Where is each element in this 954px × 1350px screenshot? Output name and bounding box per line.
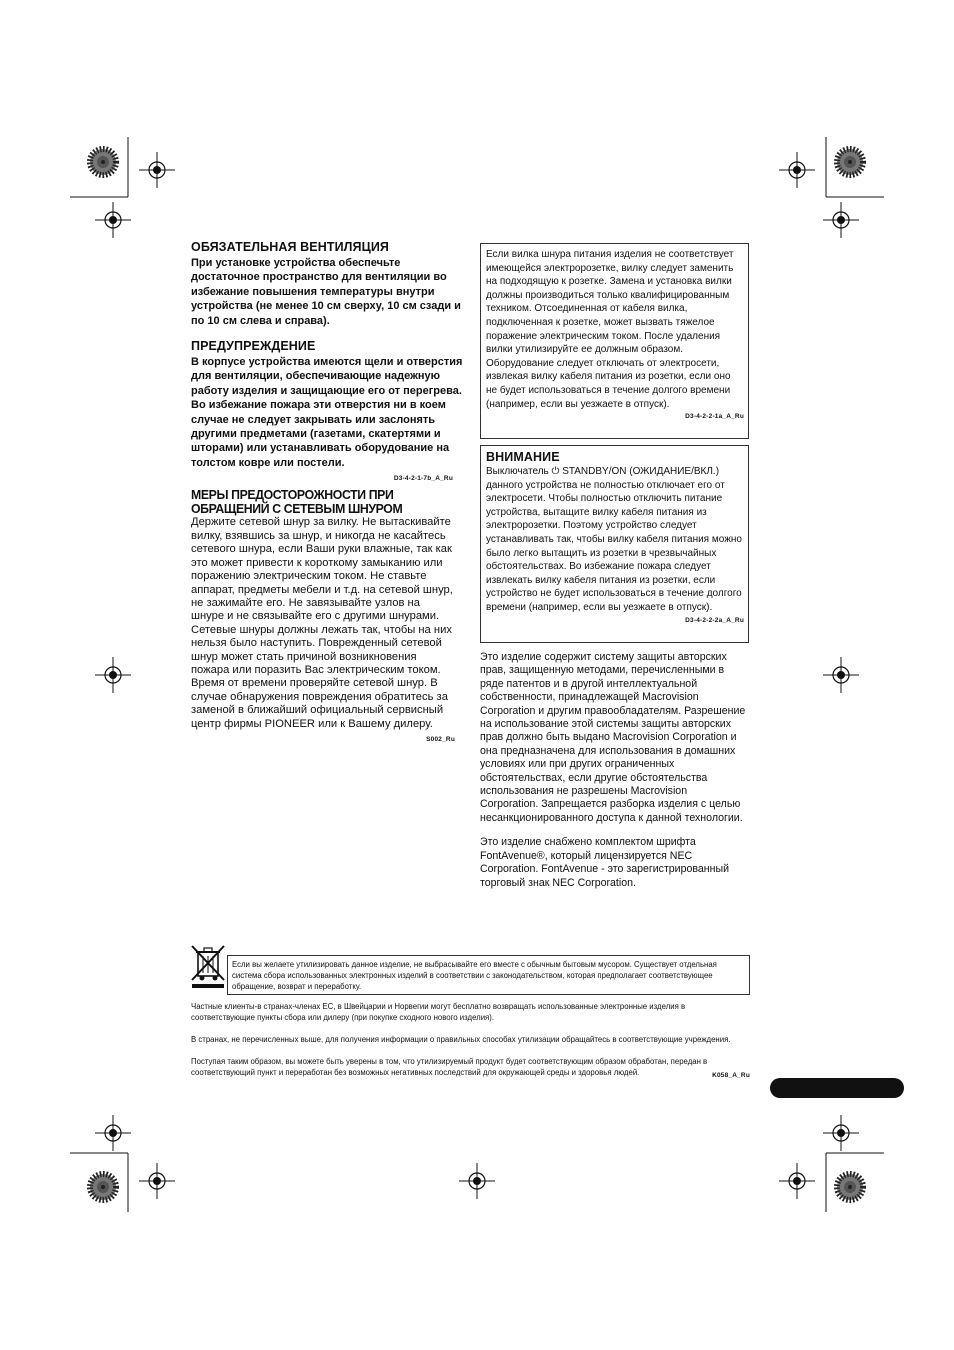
right-column-text xyxy=(480,651,748,890)
caution-box xyxy=(480,445,749,643)
caution-text: Выключатель ⏻ STANDBY/ON (ОЖИДАНИЕ/ВКЛ.) данного устройства не полностью отключает его от электросети. Чтобы полностью отключить питание устройства, вытащите вилку кабеля питания из электророзетки. Поэтому устройство следует устанавливать так, чтобы вилку кабеля питания можно было легко вытащить из розетки в чрезвычайных обстоятельствах. Во избежание пожара следует извлекать вилку кабеля питания из розетки, если устройство не будет использоваться в течение долгого времени (например, если вы уезжаете в отпуск). xyxy=(486,466,742,613)
registration-sunburst-icon xyxy=(90,149,116,175)
warning-code: D3-4-2-1-7b_A_Ru xyxy=(393,475,453,483)
warning-title: ПРЕДУПРЕЖДЕНИЕ xyxy=(191,339,316,354)
registration-target-icon xyxy=(95,1115,131,1151)
caution-title: ВНИМАНИЕ xyxy=(486,450,560,464)
left-column xyxy=(191,240,463,743)
disposal-code: K058_A_Ru xyxy=(712,1072,750,1079)
disposal-paragraph-other: В странах, не перечисленных выше, для получения информации о правильных способах утилизации обращайтесь в соответствующие учреждения. xyxy=(191,1035,731,1044)
disposal-paragraphs xyxy=(191,1001,750,1079)
registration-target-icon xyxy=(823,202,859,238)
registration-target-icon xyxy=(459,1163,495,1199)
registration-target-icon xyxy=(823,1115,859,1151)
disposal-notice-box xyxy=(227,955,750,995)
page-thumb-tab xyxy=(770,1078,904,1098)
registration-target-icon xyxy=(779,152,815,188)
cord-code: S002_Ru xyxy=(426,735,455,743)
plug-notice-text: Если вилка шнура питания изделия не соответствует имеющейся электророзетке, вилку следует заменить на подходящую к розетке. Замена и установка вилки должны производиться только квалифицированным техником. Отсоединенная от кабеля вилка, подключенная к розетке, может вызвать тяжелое поражение электрическим током. После удаления вилки утилизируйте ее должным образом. Оборудование следует отключать от электросети, извлекая вилку кабеля питания из розетки, если оно не будет использоваться в течение долгого времени (например, если вы уезжаете в отпуск). xyxy=(486,249,734,410)
registration-target-icon xyxy=(779,1163,815,1199)
registration-target-icon xyxy=(95,202,131,238)
caution-code: D3-4-2-2-2a_A_Ru xyxy=(685,616,744,624)
crossed-out-wheelie-bin-icon xyxy=(189,944,227,990)
registration-target-icon xyxy=(95,657,131,693)
registration-sunburst-icon xyxy=(90,1174,116,1200)
registration-sunburst-icon xyxy=(837,149,863,175)
plug-notice-code: D3-4-2-2-1a_A_Ru xyxy=(685,413,744,421)
registration-target-icon xyxy=(139,152,175,188)
ventilation-text: При установке устройства обеспечьте достаточное пространство для вентиляции во избежание повышения температуры внутри устройства (не менее 10 см сверху, 10 см сзади и по 10 см слева и справа). xyxy=(191,257,461,327)
registration-target-icon xyxy=(139,1163,175,1199)
plug-notice-box xyxy=(480,243,749,439)
fontavenue-text: Это изделие снабжено комплектом шрифта FontAvenue®, который лицензируется NEC Corporation. FontAvenue - это зарегистрированный торговый знак NEC Corporation. xyxy=(480,836,730,889)
registration-sunburst-icon xyxy=(837,1174,863,1200)
disposal-paragraph-result: Поступая таким образом, вы можете быть уверены в том, что утилизируемый продукт будет соответствующим образом обработан, передан в соответствующий пункт и переработан без возможных негативных последствий для окружающей среды и здоровья людей. xyxy=(191,1057,708,1077)
ventilation-title: ОБЯЗАТЕЛЬНАЯ ВЕНТИЛЯЦИЯ xyxy=(191,240,390,254)
macrovision-text: Это изделие содержит систему защиты авторских прав, защищенную методами, перечисленными в ряде патентов и в другой интеллектуальной собственности, принадлежащей Macrovision Corporation и другим правообладателям. Разрешение на использование этой системы защиты авторских прав должно быть выдано Macrovision Corporation и она предназначена для использования в домашних условиях или при других ограниченных обстоятельствах, если другие обстоятельства использования не разрешены Macrovision Corporation. Запрещается разборка изделия с целью несанкционированного доступа к данной технологии. xyxy=(480,651,746,824)
cord-title: МЕРЫ ПРЕДОСТОРОЖНОСТИ ПРИ ОБРАЩЕНИЙ С СЕТЕВЫМ ШНУРОМ xyxy=(191,487,403,516)
warning-text: В корпусе устройства имеются щели и отверстия для вентиляции, обеспечивающие надежную работу изделия и защищающие его от перегрева. Во избежание пожара эти отверстия ни в коем случае не следует закрывать или заслонять другими предметами (газетами, скатертями и шторами) или устанавливать оборудование на толстом ковре или постели. xyxy=(191,356,463,469)
registration-target-icon xyxy=(823,657,859,693)
disposal-box-text: Если вы желаете утилизировать данное изделие, не выбрасывайте его вместе с обычным бытовым мусором. Существует отдельная система сбора использованных электронных изделий в соответствии с законодательством, которая предполагает соответствующее обращение, возврат и переработку. xyxy=(232,960,717,991)
cord-text: Держите сетевой шнур за вилку. Не вытаскивайте вилку, взявшись за шнур, и никогда не касайтесь сетевого шнура, если Ваши руки влажные, так как это может привести к короткому замыканию или поражению электрическим током. Не ставьте аппарат, предметы мебели и т.д. на сетевой шнур, не зажимайте его. Не завязывайте узлов на шнуре и не связывайте его с другими шнурами. Сетевые шнуры должны лежать так, чтобы на них нельзя было наступить. Поврежденный сетевой шнур может стать причиной возникновения пожара или поразить Вас электрическим током. Время от времени проверяйте сетевой шнур. В случае обнаружения повреждения обратитесь за заменой в ближайший официальный сервисный центр фирмы PIONEER или к Вашему дилеру. xyxy=(191,516,453,730)
disposal-paragraph-eu: Частные клиенты-в странах-членах ЕС, в Швейцарии и Норвегии могут бесплатно возвращать использованные электронные изделия в соответствующие пункты сбора или дилеру (при покупке сходного нового изделия). xyxy=(191,1002,686,1022)
